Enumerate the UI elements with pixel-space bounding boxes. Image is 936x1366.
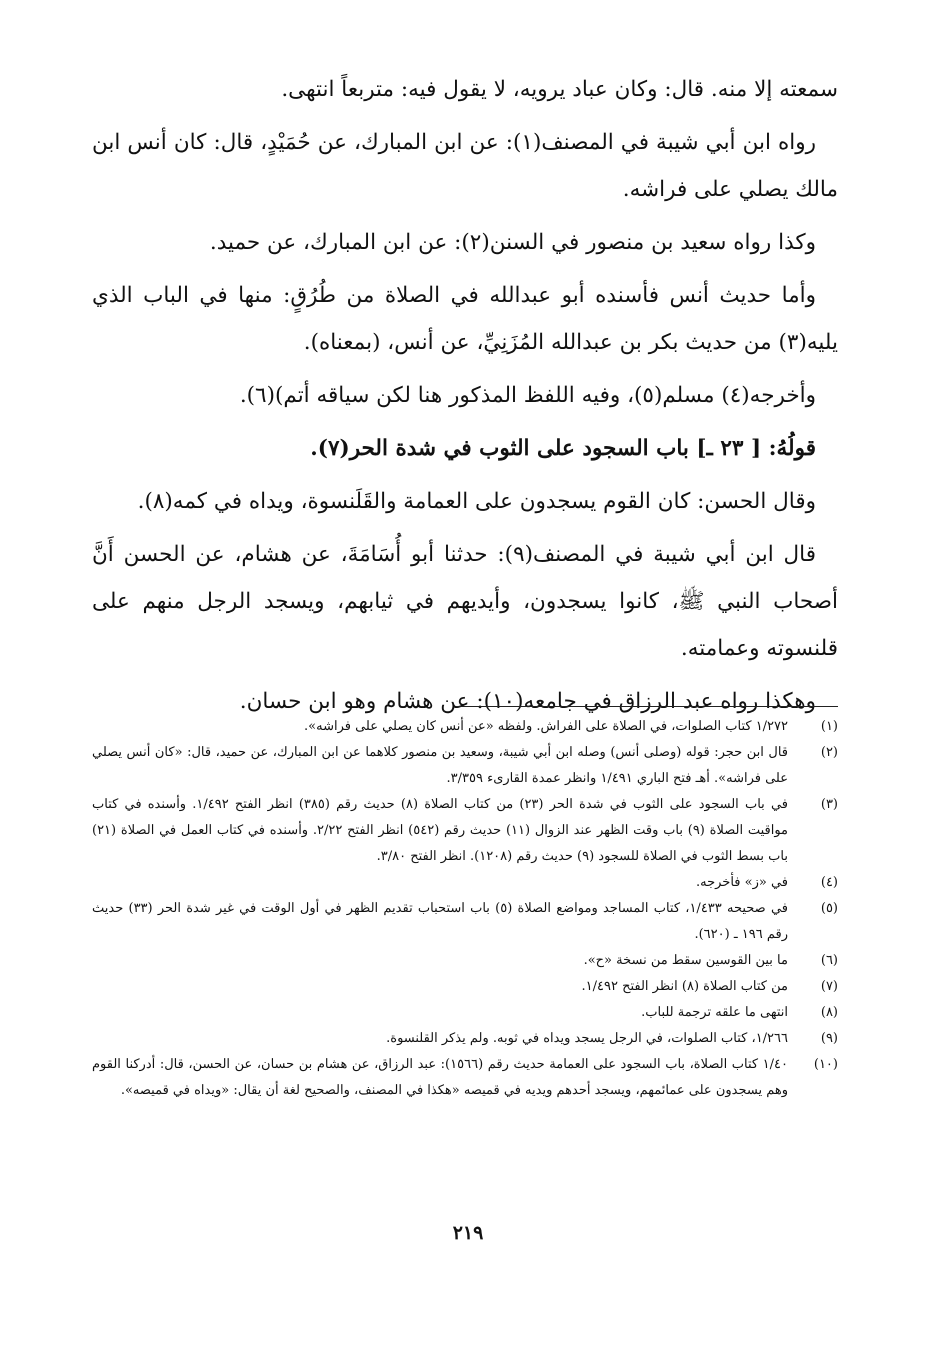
footnote-text: في باب السجود على الثوب في شدة الحر (٢٣) من كتاب الصلاة (٨) حديث رقم (٣٨٥) انظر الفتح ١/٤٩٢. وأسنده في كتاب مواقيت الصلاة (٩) باب وقت الظهر عند الزوال (١١) حديث رقم (٥٤٢) انظر الفتح ٢/٢٢. وأسنده في كتاب العمل في الصلاة (٢١) باب بسط الثوب في الصلاة للسجود (٩) حديث رقم (١٢٠٨). انظر الفتح ٣/٨٠. bbox=[92, 797, 789, 864]
paragraph-7: وقال الحسن: كان القوم يسجدون على العمامة والقَلَنسوة، ويداه في كمه(٨). bbox=[137, 489, 816, 514]
paragraph-2: رواه ابن أبي شيبة في المصنف(١): عن ابن المبارك، عن حُمَيْدٍ، قال: كان أنس ابن مالك يصلي على فراشه. bbox=[92, 130, 838, 202]
footnote-number: (٧) bbox=[820, 979, 838, 994]
paragraph-5: وأخرجه(٤) مسلم(٥)، وفيه اللفظ المذكور هنا لكن سياقه أتم)(٦). bbox=[239, 383, 816, 408]
page-number: ٢١٩ bbox=[452, 1222, 484, 1244]
footnote-text: ١/٢٧٢ كتاب الصلوات، في الصلاة على الفراش. ولفظه «عن أنس كان يصلي على فراشه». bbox=[304, 719, 788, 734]
footnote-item bbox=[92, 870, 838, 896]
footnote-text: ما بين القوسين سقط من نسخة «ح». bbox=[583, 953, 788, 968]
footnote-item bbox=[92, 740, 838, 792]
footnotes bbox=[92, 714, 838, 1104]
footnote-text: في صحيحه ١/٤٣٣، كتاب المساجد ومواضع الصلاة (٥) باب استحباب تقديم الظهر في أول الوقت في غير شدة الحر (٣٣) حديث رقم ١٩٦ ـ (٦٢٠). bbox=[92, 901, 789, 942]
footnote-number: (٥) bbox=[820, 901, 838, 916]
footnote-number: (٤) bbox=[820, 875, 838, 890]
footnote-item bbox=[92, 1026, 838, 1052]
footnote-item bbox=[92, 714, 838, 740]
footnote-item bbox=[92, 948, 838, 974]
footnote-number: (١٠) bbox=[813, 1057, 838, 1072]
paragraph-1: سمعته إلا منه. قال: وكان عباد يرويه، لا يقول فيه: متربعاً انتهى. bbox=[281, 77, 838, 102]
paragraph-3: وكذا رواه سعيد بن منصور في السنن(٢): عن ابن المبارك، عن حميد. bbox=[209, 230, 816, 255]
footnote-number: (٩) bbox=[820, 1031, 838, 1046]
main-text bbox=[92, 66, 838, 731]
footnote-number: (٣) bbox=[820, 797, 838, 812]
footnote-text: ١/٢٦٦، كتاب الصلوات، في الرجل يسجد ويداه في ثوبه. ولم يذكر القلنسوة. bbox=[386, 1031, 788, 1046]
footnote-item bbox=[92, 896, 838, 948]
footnote-text: من كتاب الصلاة (٨) انظر الفتح ١/٤٩٢. bbox=[581, 979, 788, 994]
footnote-item bbox=[92, 974, 838, 1000]
footnote-item bbox=[92, 1052, 838, 1104]
chapter-heading: قولُهُ: [ ٢٣ ـ] باب السجود على الثوب في شدة الحر(٧). bbox=[310, 436, 816, 461]
footnote-divider bbox=[458, 706, 838, 707]
footnote-number: (٨) bbox=[820, 1005, 838, 1020]
footnote-text: قال ابن حجر: قوله (وصلى أنس) وصله ابن أبي شيبة، وسعيد بن منصور كلاهما عن ابن المبارك، عن حميد، قال: «كان أنس يصلي على فراشه». أهـ فتح الباري ١/٤٩١ وانظر عمدة القارىء ٣/٣٥٩. bbox=[92, 745, 788, 786]
footnote-number: (١) bbox=[820, 719, 838, 734]
paragraph-4: وأما حديث أنس فأسنده أبو عبدالله في الصلاة من طُرُقٍ: منها في الباب الذي يليه(٣) من حديث بكر بن عبدالله المُزَنِيِّ، عن أنس، (بمعناه). bbox=[92, 283, 838, 355]
footnote-number: (٦) bbox=[820, 953, 838, 968]
footnote-text: في «ز» فأخرجه. bbox=[695, 875, 788, 890]
footnote-item bbox=[92, 792, 838, 870]
paragraph-9: وهكذا رواه عبد الرزاق في جامعه(١٠): عن هشام وهو ابن حسان. bbox=[239, 689, 816, 714]
paragraph-8: قال ابن أبي شيبة في المصنف(٩): حدثنا أبو أُسَامَةَ، عن هشام، عن الحسن أَنَّ أصحاب النبي ﷺ، كانوا يسجدون، وأيديهم في ثيابهم، ويسجد الرجل منهم على قلنسوته وعمامته. bbox=[92, 542, 838, 661]
footnote-item bbox=[92, 1000, 838, 1026]
footnote-text: انتهى ما علقه ترجمة للباب. bbox=[641, 1005, 788, 1020]
footnote-text: ١/٤٠ كتاب الصلاة، باب السجود على العمامة حديث رقم (١٥٦٦): عبد الرزاق، عن هشام بن حسان، عن الحسن، قال: أدركنا القوم وهم يسجدون على عمائمهم، ويسجد أحدهم ويديه في قميصه «هكذا في المصنف، والصحيح لغة أن يقال: «ويداه في قميصه». bbox=[92, 1057, 788, 1098]
footnote-number: (٢) bbox=[820, 745, 838, 760]
